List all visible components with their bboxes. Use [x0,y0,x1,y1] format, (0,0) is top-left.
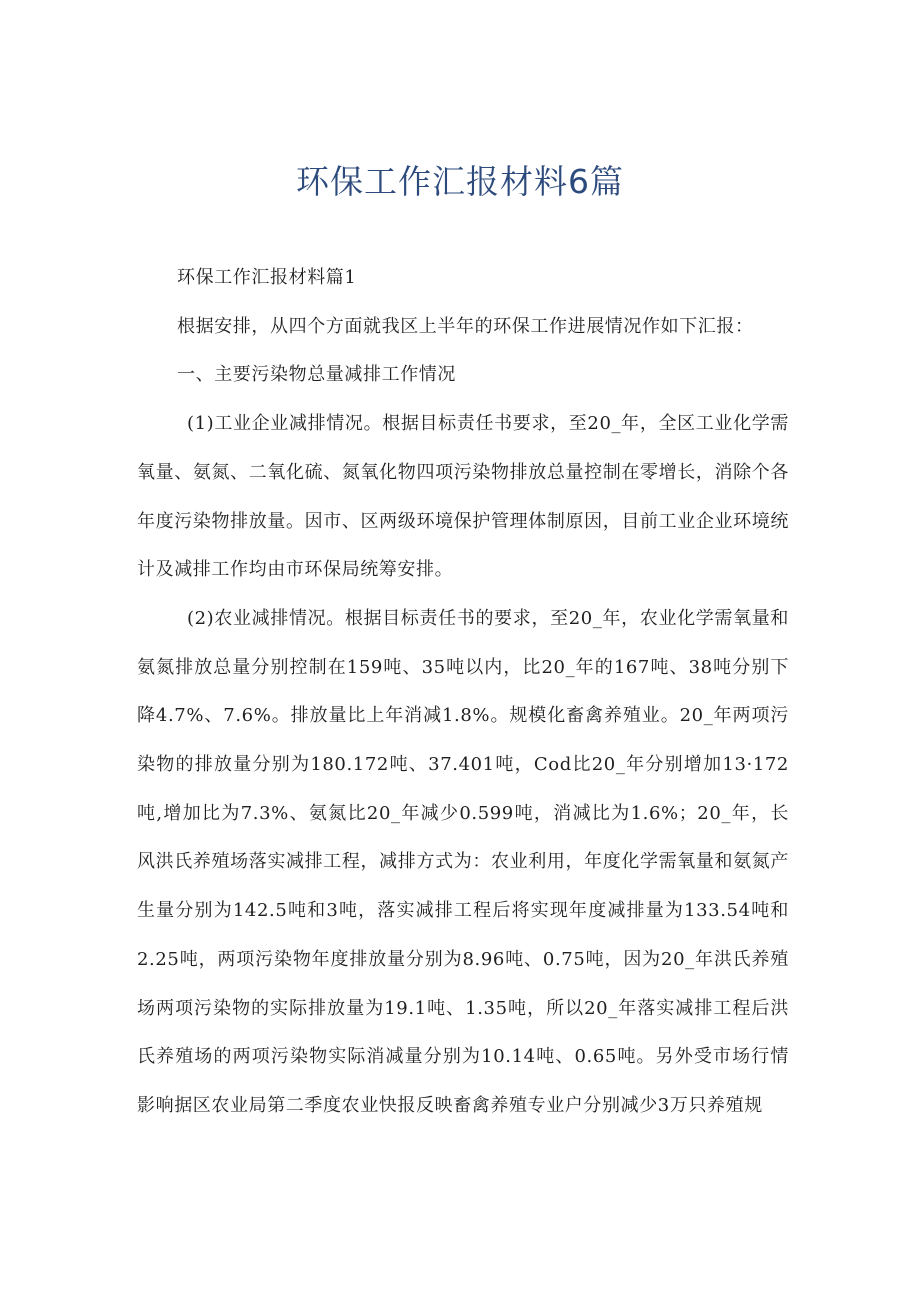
paragraph-industrial-reduction: (1)工业企业减排情况。根据目标责任书要求，至20_年，全区工业化学需氧量、氨氮、二氧化硫、氮氧化物四项污染物排放总量控制在零增长，消除个各年度污染物排放量。因市、区两级环境保护管理体制原因，目前工业企业环境统计及减排工作均由市环保局统筹安排。 [137,413,789,581]
section-heading: 环保工作汇报材料篇1 [177,267,357,288]
paragraph-agricultural-reduction: (2)农业减排情况。根据目标责任书的要求，至20_年，农业化学需氧量和氨氮排放总量分别控制在159吨、35吨以内，比20_年的167吨、38吨分别下降4.7%、7.6%。排放量比上年消减1.8%。规模化畜禽养殖业。20_年两项污染物的排放量分别为180.172吨、37.401吨，Cod比20_年分别增加13·172吨,增加比为7.3%、氨氮比20_年减少0.599吨，消减比为1.6%；20_年，长风洪氏养殖场落实减排工程，减排方式为：农业利用，年度化学需氧量和氨氮产生量分别为142.5吨和3吨，落实减排工程后将实现年度减排量为133.54吨和2.25吨，两项污染物年度排放量分别为8.96吨、0.75吨，因为20_年洪氏养殖场两项污染物的实际排放量为19.1吨、1.35吨，所以20_年落实减排工程后洪氏养殖场的两项污染物实际消减量分别为10.14吨、0.65吨。另外受市场行情影响据区农业局第二季度农业快报反映畜禽养殖专业户分别减少3万只养殖规 [137,607,789,1116]
heading-one: 一、主要污染物总量减排工作情况 [177,364,456,386]
document-title: 环保工作汇报材料6篇 [296,162,624,201]
document-body [137,254,789,1131]
intro-paragraph: 根据安排，从四个方面就我区上半年的环保工作进展情况作如下汇报： [177,315,754,337]
